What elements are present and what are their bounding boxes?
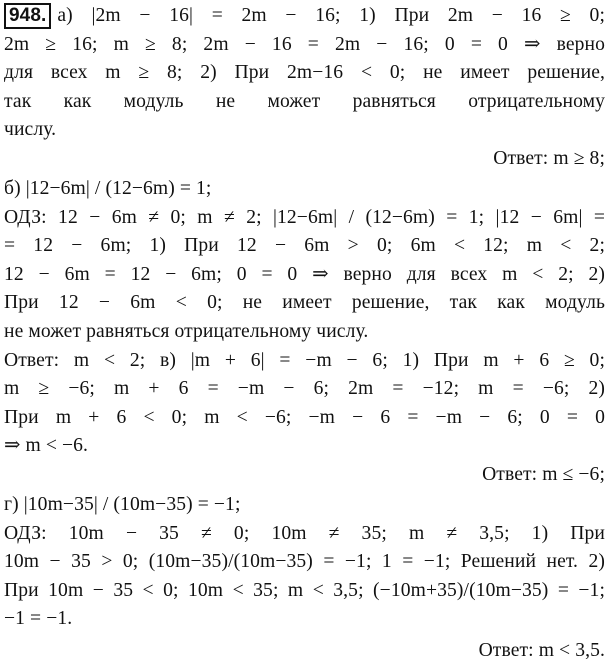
line-15: При m + 6 < 0; m < −6; −m − 6 = −m − 6; 0 = 0: [4, 406, 605, 428]
line-19: ОДЗ: 10m − 35 ≠ 0; 10m ≠ 35; m ≠ 3,5; 1) При: [4, 522, 605, 544]
answer-a: Ответ: m ≥ 8;: [493, 147, 605, 169]
line-9: = 12 − 6m; 1) При 12 − 6m > 0; 6m < 12; m < 2;: [4, 235, 605, 257]
part-d-equation: г) |10m−35| / (10m−35) = −1;: [4, 493, 241, 515]
line-16: ⇒ m < −6.: [4, 435, 89, 457]
line-22: −1 = −1.: [4, 608, 73, 630]
answer-d: Ответ: m < 3,5.: [478, 639, 605, 661]
line-11: При 12 − 6m < 0; не имеет решение, так как модуль: [4, 292, 605, 314]
answer-c: Ответ: m ≤ −6;: [482, 463, 605, 485]
line-2: 2m ≥ 16; m ≥ 8; 2m − 16 = 2m − 16; 0 = 0 ⇒ верно: [4, 33, 605, 55]
problem-number: 948.: [4, 3, 51, 29]
line-4: так как модуль не может равняться отрицательному: [4, 90, 605, 112]
line-10: 12 − 6m = 12 − 6m; 0 = 0 ⇒ верно для всех m < 2; 2): [4, 263, 605, 285]
line-14: m ≥ −6; m + 6 = −m − 6; 2m = −12; m = −6; 2): [4, 378, 605, 400]
line-5: числу.: [4, 119, 57, 141]
line-3: для всех m ≥ 8; 2) При 2m−16 < 0; не имеет решение,: [4, 62, 605, 84]
line-13: Ответ: m < 2; в) |m + 6| = −m − 6; 1) При m + 6 ≥ 0;: [4, 349, 605, 371]
line-12: не может равняться отрицательному числу.: [4, 320, 369, 342]
line-1: [4, 2, 605, 31]
line-1-text: а) |2m − 16| = 2m − 16; 1) При 2m − 16 ≥ 0;: [57, 5, 605, 26]
line-8: ОДЗ: 12 − 6m ≠ 0; m ≠ 2; |12−6m| / (12−6m) = 1; |12 − 6m| =: [4, 206, 605, 228]
line-20: 10m − 35 > 0; (10m−35)/(10m−35) = −1; 1 = −1; Решений нет. 2): [4, 551, 605, 573]
line-21: При 10m − 35 < 0; 10m < 35; m < 3,5; (−10m+35)/(10m−35) = −1;: [4, 579, 605, 601]
part-b-equation: б) |12−6m| / (12−6m) = 1;: [4, 177, 212, 199]
